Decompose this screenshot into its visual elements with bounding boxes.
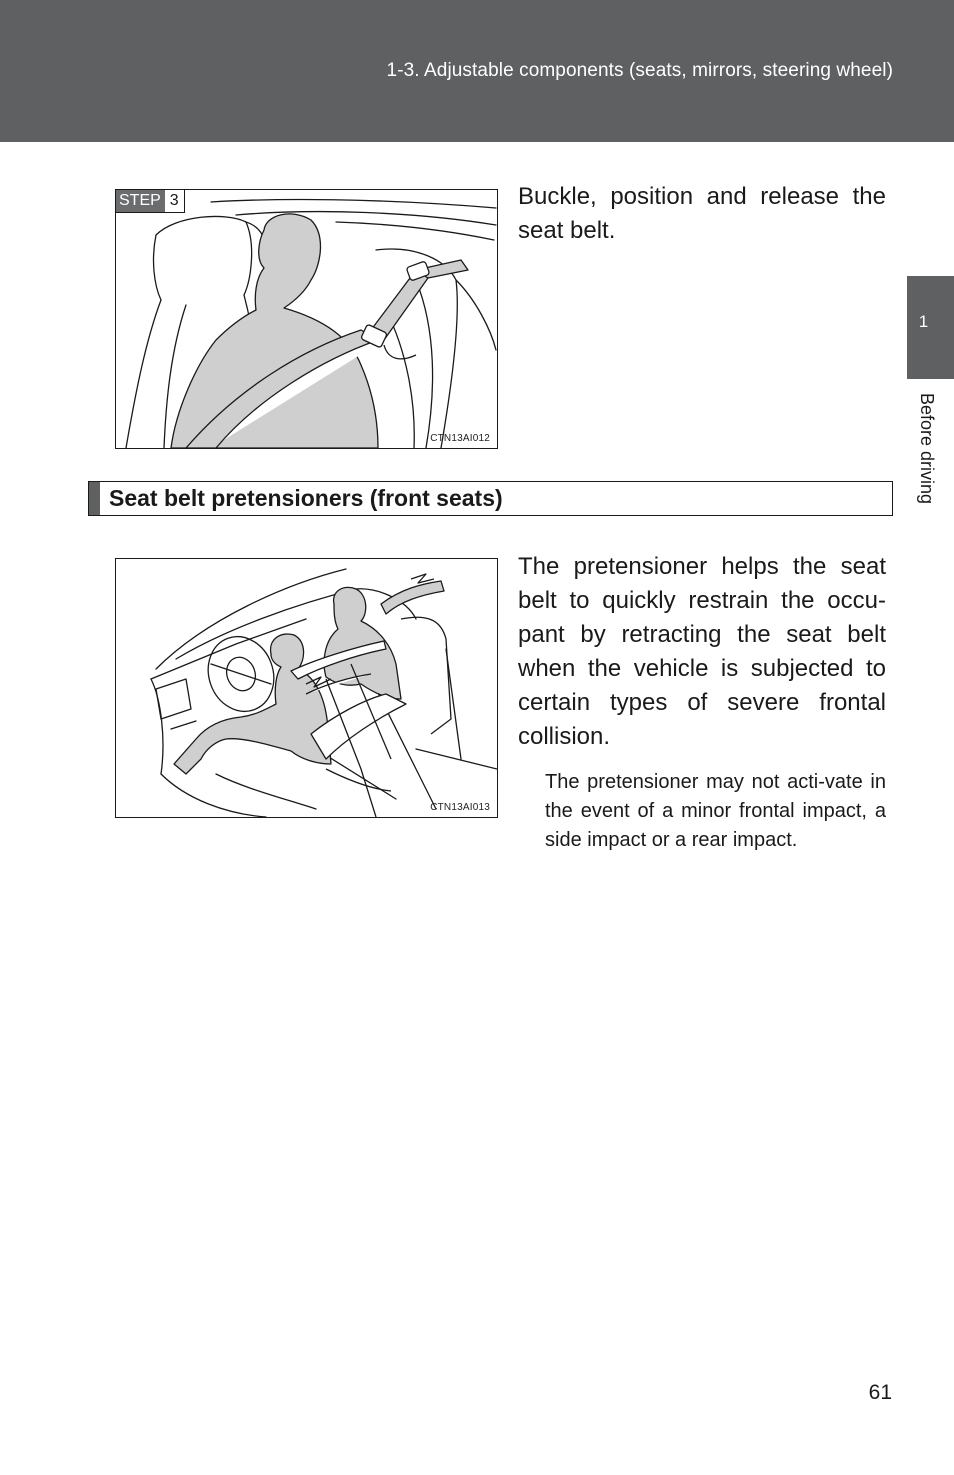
chapter-label: Before driving [917, 393, 937, 505]
chapter-number: 1 [918, 312, 929, 331]
step3-instruction: Buckle, position and release the seat belt. [518, 183, 886, 244]
figure-code: CTN13AI013 [430, 802, 490, 813]
pretensioner-description: The pretensioner helps the seat belt to quickly restrain the occu-pant by retracting the seat belt when the vehicle is subjected to certain types of severe frontal collision. [518, 553, 886, 750]
chapter-tab [907, 276, 954, 379]
section-title: 1-3. Adjustable components (seats, mirrors, steering wheel) [386, 60, 893, 81]
step-label: STEP [116, 190, 165, 212]
step-number: 3 [169, 192, 179, 209]
page-number: 61 [868, 1381, 892, 1404]
seat-belt-buckle-illustration [115, 189, 498, 449]
figure-code: CTN13AI012 [430, 433, 490, 444]
buckle-drawing [116, 190, 497, 448]
pretensioner-drawing [116, 559, 497, 817]
page-header [0, 0, 954, 142]
pretensioner-note: The pretensioner may not acti-vate in the event of a minor frontal impact, a side impact or a rear impact. [545, 771, 886, 851]
heading-bar [89, 482, 100, 515]
step-badge [116, 190, 185, 213]
heading-title: Seat belt pretensioners (front seats) [109, 485, 503, 511]
pretensioner-illustration [115, 558, 498, 818]
section-heading [88, 481, 893, 516]
